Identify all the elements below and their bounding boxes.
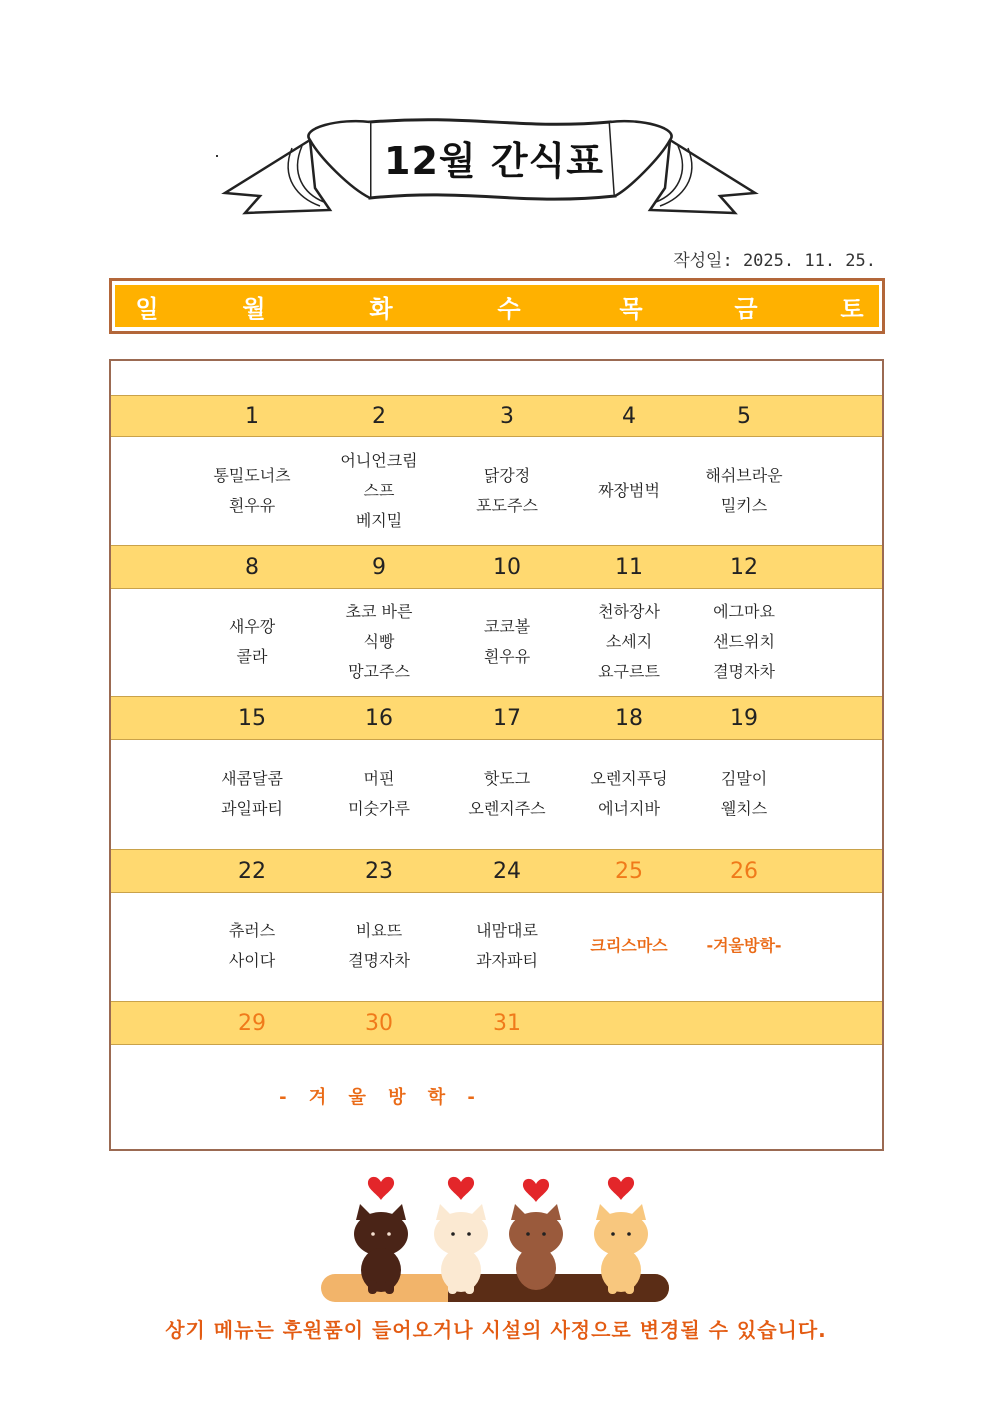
menu-item: 식빵 xyxy=(363,632,395,651)
week-4-menus xyxy=(111,893,882,999)
menu-item: 초코 바른 xyxy=(345,602,413,621)
date-cell: 2 xyxy=(372,403,386,429)
date-cell: 22 xyxy=(238,858,266,884)
date-cell: 10 xyxy=(493,554,521,580)
menu-item: 망고주스 xyxy=(348,662,410,681)
menu-item: 콜라 xyxy=(236,647,268,666)
menu-cell xyxy=(187,740,317,824)
menu-item: 미숫가루 xyxy=(348,799,410,818)
menu-item: 포도주스 xyxy=(476,496,538,515)
week-4-dates xyxy=(111,849,882,893)
menu-item: 과일파티 xyxy=(221,799,283,818)
date-cell-holiday: 25 xyxy=(615,858,643,884)
menu-cell xyxy=(442,740,572,824)
menu-item: 흰우유 xyxy=(228,496,276,515)
menu-cell xyxy=(679,437,809,545)
week-2-dates xyxy=(111,545,882,589)
page-title: 12월 간식표 xyxy=(384,138,604,183)
menu-item: 흰우유 xyxy=(483,647,531,666)
menu-item: 에그마요 xyxy=(713,602,775,621)
menu-cell xyxy=(679,740,809,824)
menu-item: 천하장사 xyxy=(598,602,660,621)
menu-cell xyxy=(314,740,444,824)
week-3-menus xyxy=(111,740,882,848)
menu-item: 소세지 xyxy=(605,632,653,651)
date-cell-holiday: 29 xyxy=(238,1010,266,1036)
menu-cell xyxy=(679,589,809,695)
menu-cell-holiday xyxy=(679,893,809,999)
menu-cell xyxy=(442,437,572,545)
menu-cell xyxy=(187,893,317,999)
menu-item: 밀키스 xyxy=(720,496,768,515)
menu-cell xyxy=(442,893,572,999)
weekday-sun: 일 xyxy=(135,294,159,323)
weekday-header xyxy=(109,278,885,334)
menu-cell xyxy=(187,437,317,545)
footer-notice: 상기 메뉴는 후원품이 들어오거나 시설의 사정으로 변경될 수 있습니다. xyxy=(165,1318,827,1342)
weekday-tue: 화 xyxy=(369,294,393,323)
menu-cell xyxy=(314,589,444,695)
week-2-menus xyxy=(111,589,882,695)
date-cell: 9 xyxy=(372,554,386,580)
date-cell: 3 xyxy=(500,403,514,429)
date-cell: 24 xyxy=(493,858,521,884)
menu-item: 결명자차 xyxy=(348,951,410,970)
menu-cell-holiday xyxy=(564,893,694,999)
menu-item: 내맘대로 xyxy=(476,921,538,940)
menu-item: 코코볼 xyxy=(483,617,531,636)
menu-cell xyxy=(442,589,572,695)
menu-item: 어니언크림 xyxy=(340,451,418,470)
date-cell: 23 xyxy=(365,858,393,884)
menu-item: 에너지바 xyxy=(598,799,660,818)
week-1-menus xyxy=(111,437,882,545)
menu-item: 스프 xyxy=(363,481,395,500)
date-cell: 4 xyxy=(622,403,636,429)
menu-item: 샌드위치 xyxy=(713,632,775,651)
menu-cell xyxy=(187,589,317,695)
cats-illustration xyxy=(318,1162,678,1312)
weekday-mon: 월 xyxy=(242,294,266,323)
winter-vacation-label: - 겨 울 방 학 - xyxy=(279,1087,483,1108)
menu-item: 오렌지주스 xyxy=(468,799,546,818)
menu-item: 웰치스 xyxy=(720,799,768,818)
menu-item: 머핀 xyxy=(363,769,395,788)
menu-item: 김말이 xyxy=(720,769,768,788)
menu-item: 통밀도너츠 xyxy=(213,466,291,485)
date-cell: 16 xyxy=(365,705,393,731)
date-cell: 15 xyxy=(238,705,266,731)
date-cell: 17 xyxy=(493,705,521,731)
week-3-dates xyxy=(111,696,882,740)
date-cell: 8 xyxy=(245,554,259,580)
menu-cell xyxy=(314,893,444,999)
week-1-dates xyxy=(111,395,882,437)
menu-cell xyxy=(314,437,444,545)
menu-cell xyxy=(564,437,694,545)
menu-item: 새우깡 xyxy=(228,617,276,636)
menu-item: 닭강정 xyxy=(483,466,531,485)
menu-item: 사이다 xyxy=(228,951,276,970)
menu-item: 크리스마스 xyxy=(590,936,668,955)
date-cell: 18 xyxy=(615,705,643,731)
menu-item: 과자파티 xyxy=(476,951,538,970)
menu-cell xyxy=(564,589,694,695)
menu-item: 츄러스 xyxy=(228,921,276,940)
menu-item: 핫도그 xyxy=(483,769,531,788)
weekday-sat: 토 xyxy=(840,294,864,323)
menu-item: 요구르트 xyxy=(598,662,660,681)
snack-calendar xyxy=(109,359,884,1151)
menu-item: -겨울방학- xyxy=(706,936,782,955)
date-cell: 12 xyxy=(730,554,758,580)
date-cell: 5 xyxy=(737,403,751,429)
menu-item: 비요뜨 xyxy=(355,921,403,940)
weekday-wed: 수 xyxy=(497,294,521,323)
date-cell-holiday: 26 xyxy=(730,858,758,884)
weekday-fri: 금 xyxy=(734,294,758,323)
menu-cell xyxy=(564,740,694,824)
stray-dot xyxy=(216,155,218,157)
created-date: 작성일: 2025. 11. 25. xyxy=(673,251,876,271)
week-5-menus xyxy=(111,1045,882,1149)
date-cell: 19 xyxy=(730,705,758,731)
date-cell: 1 xyxy=(245,403,259,429)
menu-item: 해쉬브라운 xyxy=(705,466,783,485)
date-cell-holiday: 31 xyxy=(493,1010,521,1036)
menu-item: 오렌지푸딩 xyxy=(590,769,668,788)
date-cell: 11 xyxy=(615,554,643,580)
menu-item: 짜장범벅 xyxy=(598,481,660,500)
week-5-dates xyxy=(111,1001,882,1045)
weekday-thu: 목 xyxy=(619,294,643,323)
menu-item: 베지밀 xyxy=(355,511,403,530)
menu-item: 결명자차 xyxy=(713,662,775,681)
date-cell-holiday: 30 xyxy=(365,1010,393,1036)
menu-item: 새콤달콤 xyxy=(221,769,283,788)
